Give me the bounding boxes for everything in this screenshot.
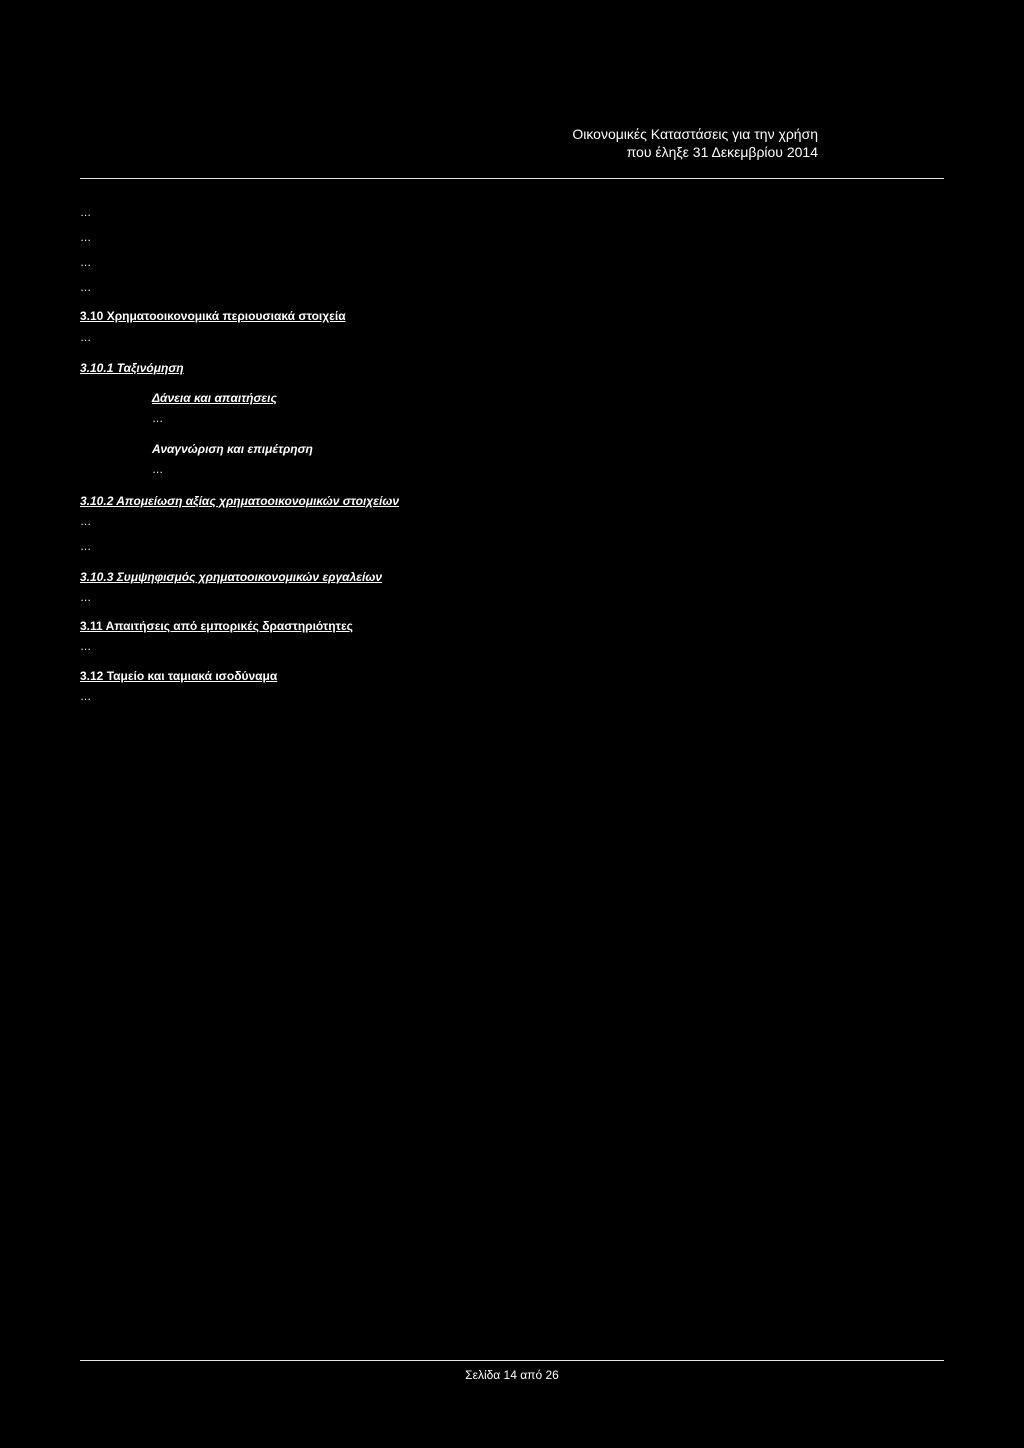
paragraph: … xyxy=(80,257,92,270)
header-line-2: που έληξε 31 Δεκεμβρίου 2014 xyxy=(626,143,818,160)
paragraph: … xyxy=(80,540,92,553)
page-content xyxy=(80,206,944,715)
page-header xyxy=(572,126,818,161)
section-heading-3-10-1: 3.10.1 Ταξινόμηση xyxy=(80,360,184,375)
paragraph: … xyxy=(80,690,92,703)
page-number: Σελίδα 14 από 26 xyxy=(465,1368,559,1382)
paragraph: … xyxy=(80,282,92,295)
section-heading-3-10-2: 3.10.2 Απομείωση αξίας χρηματοοικονομικών στοιχείων xyxy=(80,493,400,508)
paragraph: … xyxy=(152,464,164,477)
section-heading-3-10-3: 3.10.3 Συμψηφισμός χρηματοοικονομικών εργαλείων xyxy=(80,569,383,584)
paragraph: … xyxy=(80,515,92,528)
paragraph: … xyxy=(80,207,92,219)
paragraph: … xyxy=(80,641,92,654)
paragraph: … xyxy=(152,413,164,426)
header-line-1: Οικονομικές Καταστάσεις για την χρήση xyxy=(572,126,818,142)
section-heading-3-10: 3.10 Χρηματοοικονομικά περιουσιακά στοιχεία xyxy=(80,309,346,324)
section-heading-3-12: 3.12 Ταμείο και ταμιακά ισοδύναμα xyxy=(80,668,278,683)
subheading-daneia: Δάνεια και απαιτήσεις xyxy=(152,390,277,405)
section-heading-3-11: 3.11 Απαιτήσεις από εμπορικές δραστηριότητες xyxy=(80,619,353,634)
header-divider xyxy=(80,178,944,179)
paragraph: … xyxy=(80,592,92,605)
paragraph: … xyxy=(80,232,92,245)
paragraph: … xyxy=(80,331,92,344)
footer-divider xyxy=(80,1360,944,1361)
subheading-recognition: Αναγνώριση και επιμέτρηση xyxy=(152,442,313,457)
